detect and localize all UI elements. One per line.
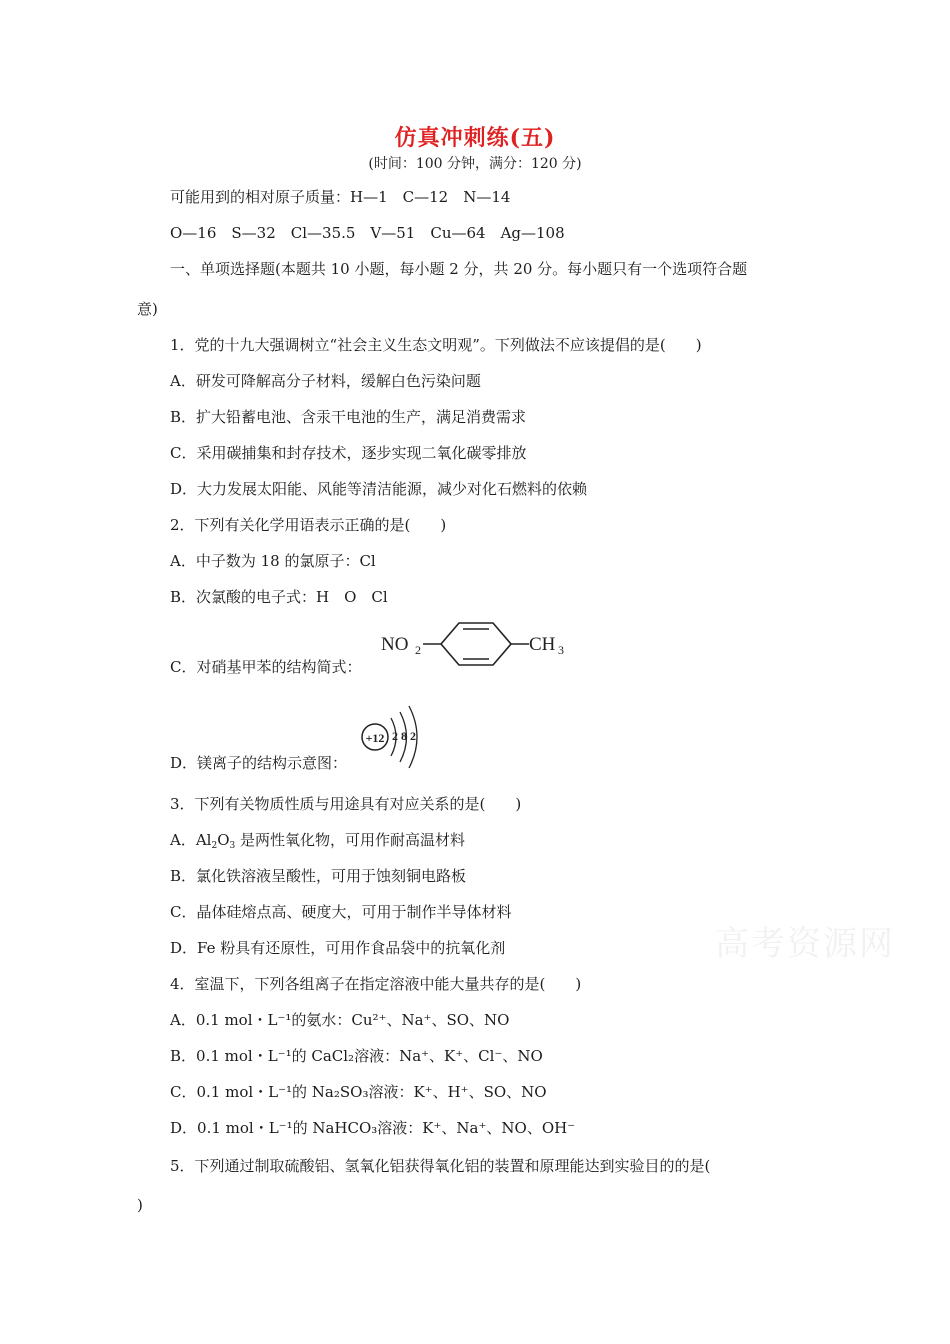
question-3-option-b: B．氯化铁溶液呈酸性，可用于蚀刻铜电路板 [170,867,467,885]
question-3-option-d: D．Fe 粉具有还原性，可用作食品袋中的抗氧化剂 [170,939,506,957]
question-4-option-b: B．0.1 mol・L⁻¹的 CaCl₂溶液：Na⁺、K⁺、Cl⁻、NO [170,1047,543,1065]
section-heading: 一、单项选择题(本题共 10 小题，每小题 2 分，共 20 分。每小题只有一个选项符合题 [170,260,748,278]
question-4-option-c: C．0.1 mol・L⁻¹的 Na₂SO₃溶液：K⁺、H⁺、SO、NO [170,1083,547,1101]
option-a-prefix: A．Al [170,831,212,849]
watermark: 高考资源网 [715,924,895,964]
question-2-stem: 2．下列有关化学用语表示正确的是( ) [170,516,447,534]
no2-label: NO [381,634,409,655]
question-3-option-c: C．晶体硅熔点高、硬度大，可用于制作半导体材料 [170,903,512,921]
question-1-option-b: B．扩大铅蓄电池、含汞干电池的生产，满足消费需求 [170,408,527,426]
question-2-option-a: A．中子数为 18 的氯原子：Cl [170,552,376,570]
question-4-option-d: D．0.1 mol・L⁻¹的 NaHCO₃溶液：K⁺、Na⁺、NO、OH⁻ [170,1119,576,1137]
question-1-option-d: D．大力发展太阳能、风能等清洁能源，减少对化石燃料的依赖 [170,480,588,498]
page-title: 仿真冲刺练(五) [394,125,556,151]
section-heading-cont: 意) [137,300,158,318]
nucleus-charge: +12 [365,731,385,745]
question-2-option-b: B．次氯酸的电子式：H O Cl [170,588,388,606]
no2-subscript: 2 [415,643,421,657]
question-4-option-a: A．0.1 mol・L⁻¹的氨水：Cu²⁺、Na⁺、SO、NO [170,1011,510,1029]
question-2-option-d: D．镁离子的结构示意图： [170,754,348,772]
question-1-stem: 1．党的十九大强调树立“社会主义生态文明观”。下列做法不应该提倡的是( ) [170,336,702,354]
atomic-mass-line-2: O—16 S—32 Cl—35.5 V—51 Cu—64 Ag—108 [170,224,565,242]
ch3-label: CH [529,634,556,655]
question-3-option-a [170,829,465,851]
ch3-subscript: 3 [558,643,564,657]
nitrotoluene-structure [375,615,580,675]
magnesium-ion-diagram [355,700,435,772]
subscript-3: 3 [229,841,236,851]
question-1-option-c: C．采用碳捕集和封存技术，逐步实现二氧化碳零排放 [170,444,527,462]
atomic-mass-line-1: 可能用到的相对原子质量：H—1 C—12 N—14 [170,188,511,206]
question-5-stem: 5．下列通过制取硫酸铝、氢氧化铝获得氧化铝的装置和原理能达到实验目的的是( [170,1157,711,1175]
question-3-stem: 3．下列有关物质性质与用途具有对应关系的是( ) [170,795,522,813]
exam-info: (时间：100 分钟，满分：120 分) [368,156,582,172]
question-1-option-a: A．研发可降解高分子材料，缓解白色污染问题 [170,372,481,390]
option-a-text: 是两性氧化物，可用作耐高温材料 [235,831,466,849]
question-2-option-c: C．对硝基甲苯的结构简式： [170,658,362,676]
subscript-2: 2 [211,841,218,851]
question-4-stem: 4．室温下，下列各组离子在指定溶液中能大量共存的是( ) [170,975,582,993]
option-a-o: O [217,831,230,849]
shell-electrons: 2 8 2 [392,729,416,743]
question-5-stem-cont: ) [137,1196,143,1214]
